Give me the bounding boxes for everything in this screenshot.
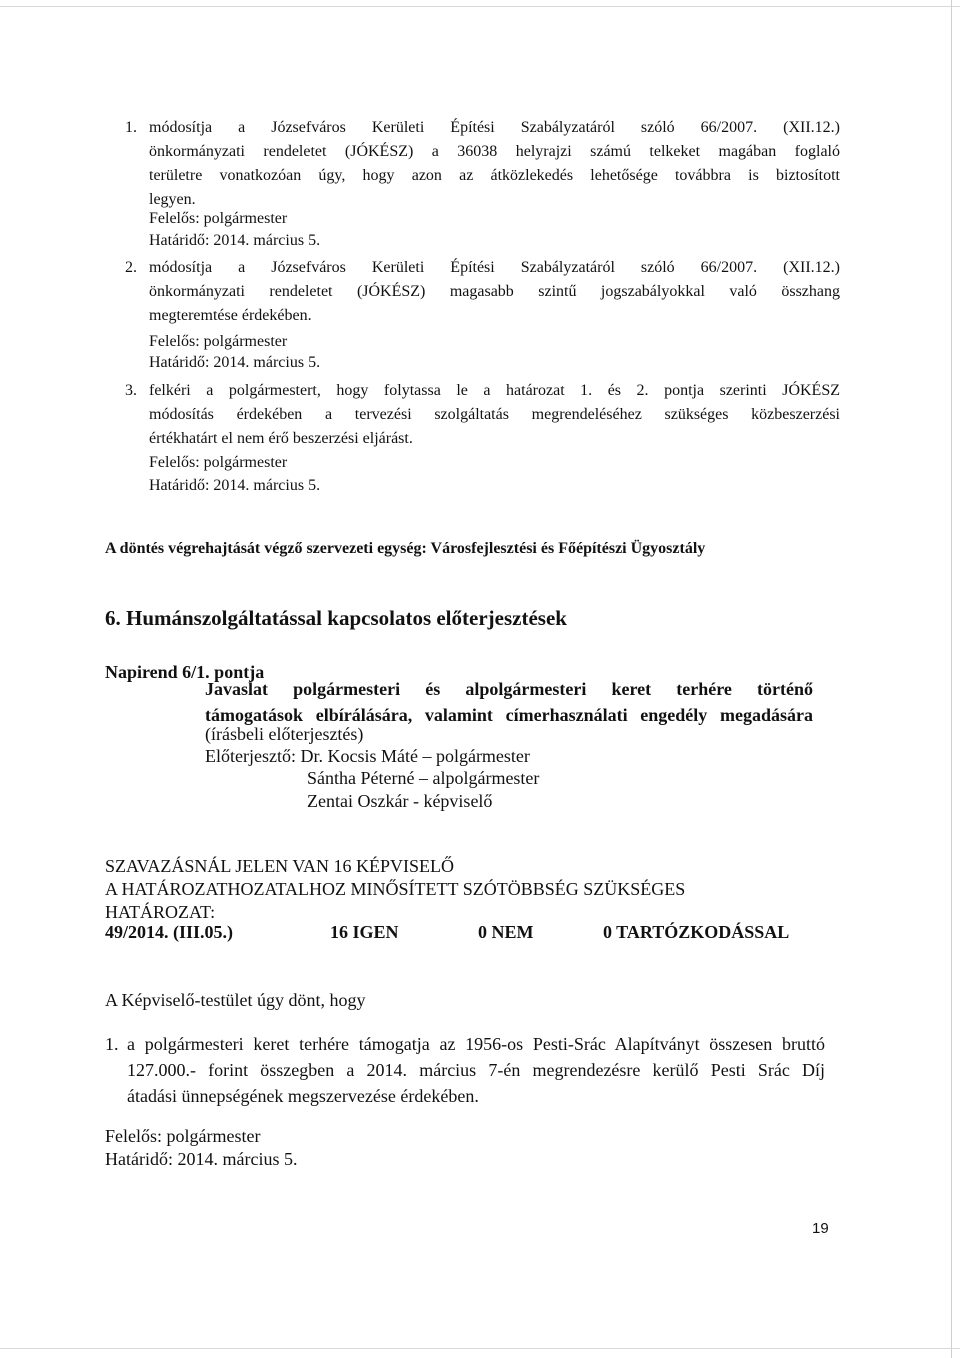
resolution-item-2 xyxy=(125,256,840,328)
decision-line: 127.000.- forint összegben a 2014. március 7-én megrendezésre kerülő Pesti Srác Díj xyxy=(127,1060,825,1080)
agenda-title-line: támogatások elbírálására, valamint címerhasználati engedély megadására xyxy=(205,705,813,725)
decision-intro: A Képviselő-testület úgy dönt, hogy xyxy=(105,990,366,1010)
decision-line: átadási ünnepségének megszervezése érdekében. xyxy=(127,1086,479,1106)
resolution-item-1 xyxy=(125,116,840,212)
item-2-deadline: Határidő: 2014. március 5. xyxy=(149,354,321,371)
item-line: önkormányzati rendeletet (JÓKÉSZ) a 36038 helyrajzi számú telkeket magában foglaló xyxy=(149,143,840,160)
decision-line: a polgármesteri keret terhére támogatja az 1956-os Pesti-Srác Alapítványt összesen bruttó xyxy=(127,1034,825,1054)
item-line: módosítja a Józsefváros Kerületi Építési Szabályzatáról szóló 66/2007. (XII.12.) xyxy=(149,259,840,276)
vote-no: 0 NEM xyxy=(478,922,534,942)
item-text xyxy=(149,256,840,328)
agenda-note: (írásbeli előterjesztés) xyxy=(205,724,364,744)
item-number: 1. xyxy=(125,119,137,136)
item-number: 2. xyxy=(125,259,137,276)
resolution-item-3 xyxy=(125,379,840,451)
item-number: 3. xyxy=(125,382,137,399)
agenda-title-line: Javaslat polgármesteri és alpolgármesteri keret terhére történő xyxy=(205,679,813,699)
agenda-co-presenter: Zentai Oszkár - képviselő xyxy=(307,791,493,811)
voting-majority: A HATÁROZATHOZATALHOZ MINŐSÍTETT SZÓTÖBBSÉG SZÜKSÉGES xyxy=(105,879,686,899)
item-3-deadline: Határidő: 2014. március 5. xyxy=(149,477,321,494)
section-title: 6. Humánszolgáltatással kapcsolatos előterjesztések xyxy=(105,606,567,630)
item-2-responsible: Felelős: polgármester xyxy=(149,333,288,350)
item-line: megteremtése érdekében. xyxy=(149,307,312,324)
decision-responsible: Felelős: polgármester xyxy=(105,1126,261,1146)
item-text xyxy=(149,116,840,212)
vote-abstain: 0 TARTÓZKODÁSSAL xyxy=(603,922,790,942)
voting-present: SZAVAZÁSNÁL JELEN VAN 16 KÉPVISELŐ xyxy=(105,856,455,876)
item-line: területre vonatkozóan úgy, hogy azon az átközlekedés lehetősége továbbra is biztosított xyxy=(149,167,840,184)
executing-unit: A döntés végrehajtását végző szervezeti egység: Városfejlesztési és Főépítészi Ügyosztály xyxy=(105,540,706,557)
resolution-number: 49/2014. (III.05.) xyxy=(105,922,234,942)
page-number: 19 xyxy=(812,1220,829,1237)
resolution-label: HATÁROZAT: xyxy=(105,902,216,922)
scan-right-edge xyxy=(951,0,952,1358)
item-line: módosítja a Józsefváros Kerületi Építési Szabályzatáról szóló 66/2007. (XII.12.) xyxy=(149,119,840,136)
agenda-co-presenter: Sántha Péterné – alpolgármester xyxy=(307,768,540,788)
agenda-title xyxy=(205,676,813,728)
item-line: felkéri a polgármestert, hogy folytassa le a határozat 1. és 2. pontja szerinti JÓKÉSZ xyxy=(149,382,840,399)
agenda-presenter: Előterjesztő: Dr. Kocsis Máté – polgármester xyxy=(205,746,530,766)
item-1-responsible: Felelős: polgármester xyxy=(149,210,288,227)
item-3-responsible: Felelős: polgármester xyxy=(149,454,288,471)
scan-top-edge xyxy=(0,6,960,7)
item-text xyxy=(149,379,840,451)
decision-text xyxy=(127,1031,825,1109)
item-line: módosítás érdekében a tervezési szolgáltatás megrendeléséhez szükséges közbeszerzési xyxy=(149,406,840,423)
agenda-number: Napirend 6/1. pontja xyxy=(105,662,265,682)
vote-yes: 16 IGEN xyxy=(330,922,399,942)
decision-item-1 xyxy=(105,1031,825,1109)
decision-deadline: Határidő: 2014. március 5. xyxy=(105,1149,298,1169)
item-line: legyen. xyxy=(149,191,196,208)
decision-number: 1. xyxy=(105,1034,119,1054)
scan-bottom-edge xyxy=(0,1348,960,1349)
item-line: értékhatárt el nem érő beszerzési eljárást. xyxy=(149,430,413,447)
item-1-deadline: Határidő: 2014. március 5. xyxy=(149,232,321,249)
item-line: önkormányzati rendeletet (JÓKÉSZ) magasabb szintű jogszabályokkal való összhang xyxy=(149,283,840,300)
